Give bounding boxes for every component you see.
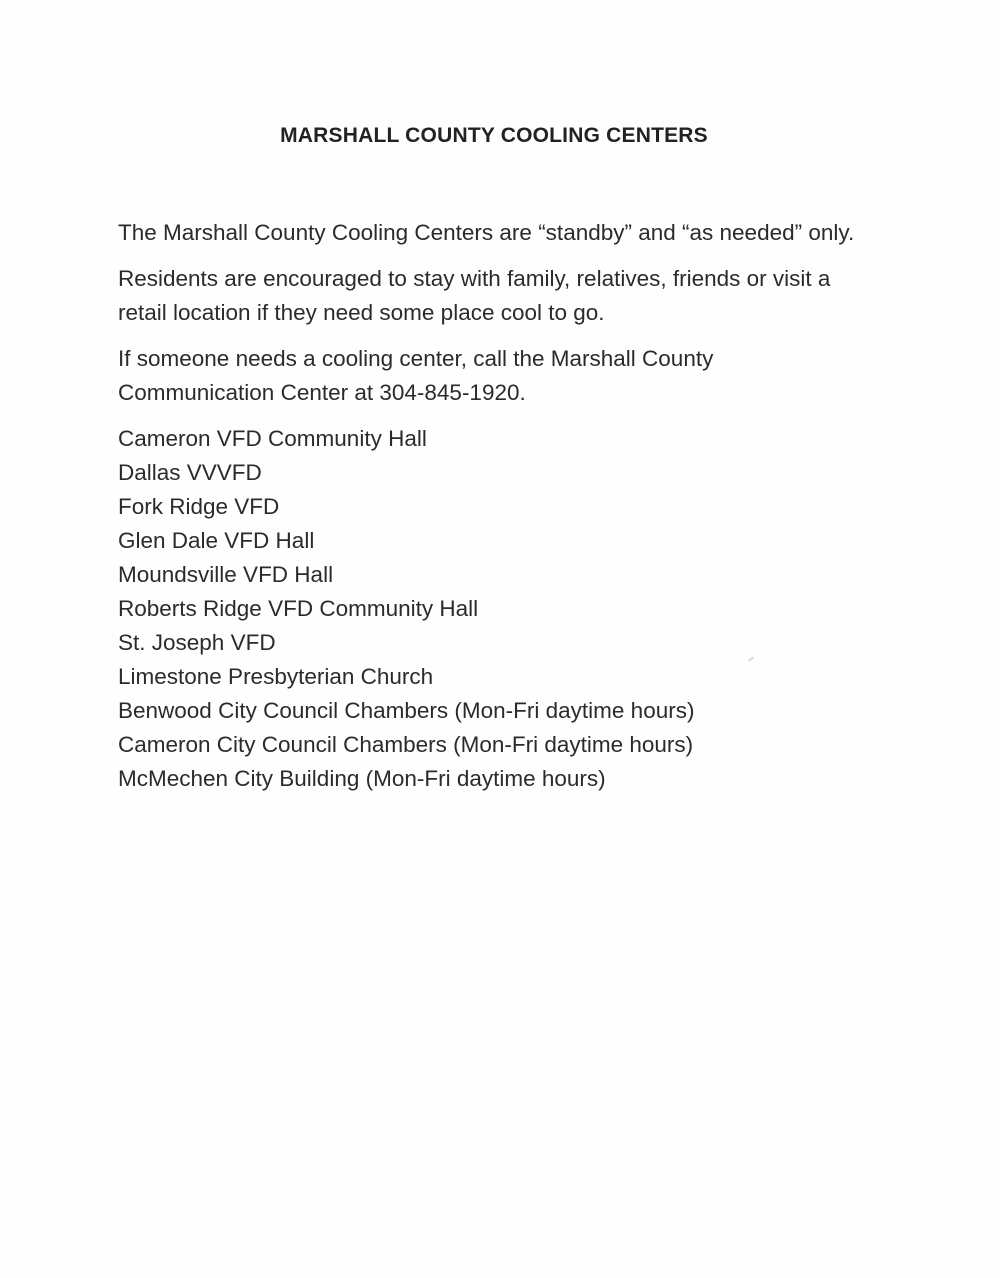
list-item: Fork Ridge VFD <box>118 494 280 519</box>
list-item: St. Joseph VFD <box>118 630 276 655</box>
document-body <box>118 216 858 796</box>
list-item: Dallas VVVFD <box>118 460 262 485</box>
residents-paragraph: Residents are encouraged to stay with family, relatives, friends or visit a retail location if they need some place cool to go. <box>118 266 831 325</box>
list-item: Moundsville VFD Hall <box>118 562 334 587</box>
list-item: Benwood City Council Chambers (Mon-Fri daytime hours) <box>118 698 695 723</box>
page-title: MARSHALL COUNTY COOLING CENTERS <box>280 124 708 147</box>
list-item: McMechen City Building (Mon-Fri daytime hours) <box>118 766 606 791</box>
cooling-centers-list <box>118 422 858 796</box>
intro-paragraph: The Marshall County Cooling Centers are “standby” and “as needed” only. <box>118 220 855 245</box>
list-item: Roberts Ridge VFD Community Hall <box>118 596 479 621</box>
contact-paragraph: If someone needs a cooling center, call the Marshall County Communication Center at 304-845-1920. <box>118 346 714 405</box>
list-item: Cameron VFD Community Hall <box>118 426 427 451</box>
list-item: Cameron City Council Chambers (Mon-Fri daytime hours) <box>118 732 694 757</box>
list-item: Limestone Presbyterian Church <box>118 664 434 689</box>
list-item: Glen Dale VFD Hall <box>118 528 315 553</box>
